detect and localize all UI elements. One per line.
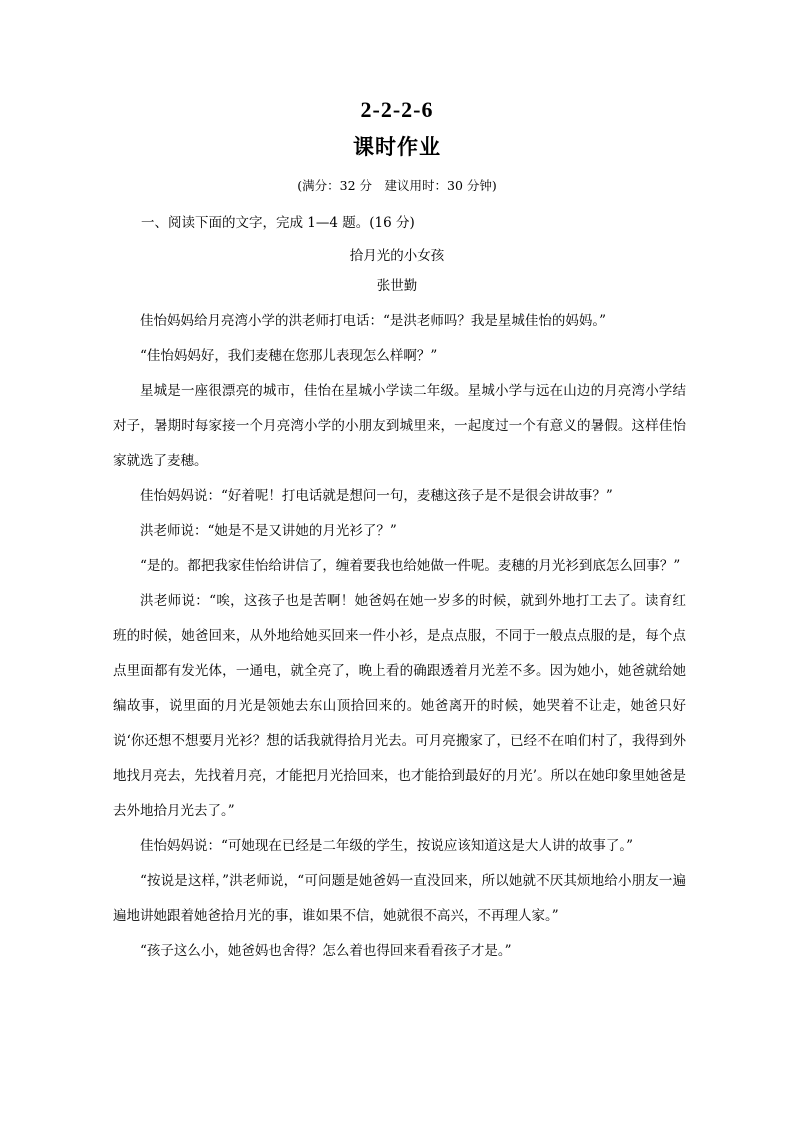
paragraph: 星城是一座很漂亮的城市，佳怡在星城小学读二年级。星城小学与远在山边的月亮湾小学结对子，暑期时每家接一个月亮湾小学的小朋友到城里来，一起度过一个有意义的暑假。这样佳怡家就选了麦穗。 — [113, 383, 686, 469]
lesson-code: 2-2-2-6 — [360, 97, 434, 122]
paragraph: “佳怡妈妈好，我们麦穗在您那儿表现怎么样啊？” — [140, 348, 438, 364]
story-title: 拾月光的小女孩 — [349, 248, 445, 264]
paragraph: 洪老师说：“她是不是又讲她的月光衫了？” — [140, 523, 397, 539]
question-instruction: 一、阅读下面的文字，完成 1—4 题。(16 分) — [141, 215, 415, 231]
paragraph: “孩子这么小，她爸妈也舍得？怎么着也得回来看看孩子才是。” — [140, 943, 512, 959]
paragraph: 洪老师说：“唉，这孩子也是苦啊！她爸妈在她一岁多的时候，就到外地打工去了。读育红班的时候，她爸回来，从外地给她买回来一件小衫，是点点服，不同于一般点点服的是，每个点点里面都有发光体，一通电，就全亮了，晚上看的确跟透着月光差不多。因为她小，她爸就给她编故事，说里面的月光是领她去东山顶拾回来的。她爸离开的时候，她哭着不让走，她爸只好说‘你还想不想要月光衫？想的话我就得拾月光去。可月亮搬家了，已经不在咱们村了，我得到外地找月亮去，先找着月亮，才能把月光拾回来，也才能拾到最好的月光’。所以在她印象里她爸是去外地拾月光去了。” — [113, 593, 686, 819]
story-author: 张世勤 — [376, 278, 418, 294]
paragraph: 佳怡妈妈说：“可她现在已经是二年级的学生，按说应该知道这是大人讲的故事了。” — [140, 838, 634, 854]
story-body — [113, 304, 686, 969]
paragraph: 佳怡妈妈说：“好着呢！打电话就是想问一句，麦穗这孩子是不是很会讲故事？” — [140, 488, 613, 504]
paragraph: “按说是这样，”洪老师说，“可问题是她爸妈一直没回来，所以她就不厌其烦地给小朋友一遍遍地讲她跟着她爸拾月光的事，谁如果不信，她就很不高兴，不再理人家。” — [113, 873, 686, 924]
paragraph: 佳怡妈妈给月亮湾小学的洪老师打电话：“是洪老师吗？我是星城佳怡的妈妈。” — [140, 313, 607, 329]
score-time-note: (满分：32 分 建议用时：30 分钟) — [297, 178, 497, 193]
page-title: 课时作业 — [353, 134, 441, 159]
paragraph: “是的。都把我家佳怡给讲信了，缠着要我也给她做一件呢。麦穗的月光衫到底怎么回事？” — [140, 558, 681, 574]
